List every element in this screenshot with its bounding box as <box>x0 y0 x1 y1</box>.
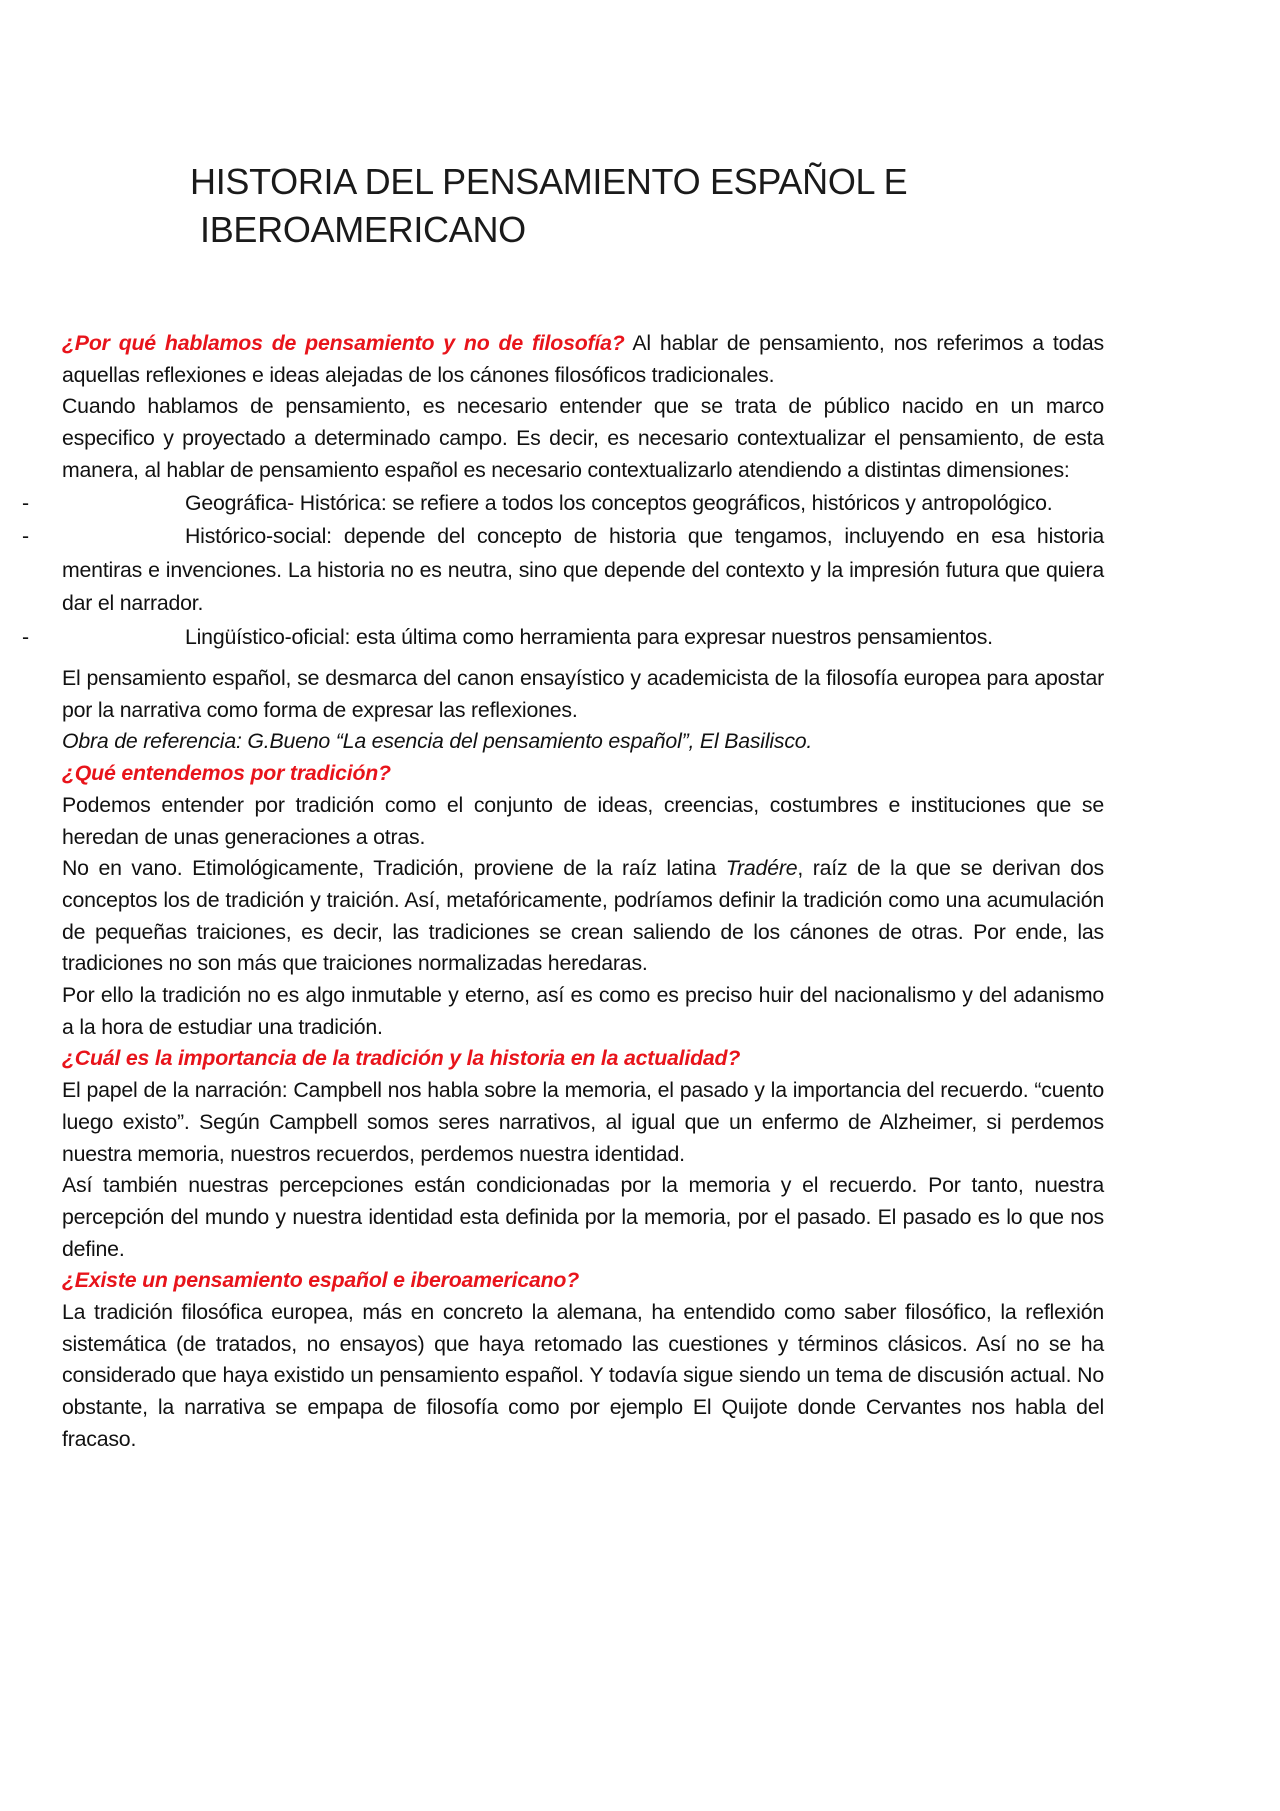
title-line-2: IBEROAMERICANO <box>200 209 526 250</box>
list-item <box>22 487 1104 521</box>
paragraph-narration: El papel de la narración: Campbell nos habla sobre la memoria, el pasado y la importancia del recuerdo. “cuento luego existo”. Según Campbell somos seres narrativos, al igual que un enfermo de Alzheimer, si perdemos nuestra memoria, nuestros recuerdos, perdemos nuestra identidad. <box>62 1078 1104 1166</box>
bullet-dash: - <box>22 490 29 515</box>
paragraph-european-tradition: La tradición filosófica europea, más en concreto la alemana, ha entendido como saber filosófico, la reflexión sistemática (de tratados, no ensayos) que haya retomado las cuestiones y términos clásicos. Así no se ha considerado que haya existido un pensamiento español. Y todavía sigue siendo un tema de discusión actual. No obstante, la narrativa se empapa de filosofía como por ejemplo El Quijote donde Cervantes nos habla del fracaso. <box>62 1300 1104 1451</box>
etymology-text-after: , raíz de la que se derivan dos conceptos los de tradición y traición. Así, metafóricamente, podríamos definir la tradición como una acumulación de pequeñas traiciones, es decir, las tradiciones se crean saliendo de los cánones de otras. Por ende, las tradiciones no son más que traiciones normalizadas heredaras. <box>62 856 1104 976</box>
paragraph-perceptions: Así también nuestras percepciones están condicionadas por la memoria y el recuerdo. Por tanto, nuestra percepción del mundo y nuestra identidad esta definida por la memoria, por el pasado. El pasado es lo que nos define. <box>62 1173 1104 1261</box>
list-item <box>22 621 1104 655</box>
reference-work: Obra de referencia: G.Bueno “La esencia del pensamiento español”, El Basilisco. <box>62 729 813 754</box>
question-answer-text: Al hablar de pensamiento, nos referimos a todas aquellas reflexiones e ideas alejadas de los cánones filosóficos tradicionales. <box>62 331 1104 387</box>
page-title <box>190 158 1090 254</box>
paragraph-gap <box>62 654 1104 663</box>
list-item-text: Geográfica- Histórica: se refiere a todos los conceptos geográficos, históricos y antropológico. <box>185 490 1053 515</box>
section-question: ¿Cuál es la importancia de la tradición y la historia en la actualidad? <box>62 1046 741 1071</box>
paragraph-intro-question <box>62 328 1104 391</box>
bullet-dash: - <box>22 624 29 649</box>
list-item-text: Histórico-social: depende del concepto de historia que tengamos, incluyendo en esa historia mentiras e invenciones. La historia no es neutra, sino que depende del contexto y la impresión futura que quiera dar el narrador. <box>62 524 1104 616</box>
latin-term: Tradére <box>725 856 798 881</box>
list-item-text: Lingüístico-oficial: esta última como herramienta para expresar nuestros pensamientos. <box>185 624 993 649</box>
section-question: ¿Existe un pensamiento español e iberoamericano? <box>62 1268 580 1293</box>
list-item <box>22 520 1104 621</box>
section-question: ¿Por qué hablamos de pensamiento y no de filosofía? <box>62 331 625 355</box>
document-body <box>22 328 1104 1456</box>
paragraph-spanish-thought: El pensamiento español, se desmarca del canon ensayístico y academicista de la filosofía europea para apostar por la narrativa como forma de expresar las reflexiones. <box>62 666 1104 722</box>
section-question: ¿Qué entendemos por tradición? <box>62 761 391 786</box>
paragraph-etymology <box>62 853 1104 980</box>
etymology-text-before: No en vano. Etimológicamente, Tradición, proviene de la raíz latina <box>62 856 726 881</box>
paragraph-context: Cuando hablamos de pensamiento, es necesario entender que se trata de público nacido en un marco especifico y proyectado a determinado campo. Es decir, es necesario contextualizar el pensamiento, de esta manera, al hablar de pensamiento español es necesario contextualizarlo atendiendo a distintas dimensiones: <box>62 394 1104 482</box>
title-line-1: HISTORIA DEL PENSAMIENTO ESPAÑOL E <box>190 161 908 202</box>
paragraph-tradition-not-immutable: Por ello la tradición no es algo inmutable y eterno, así es como es preciso huir del nacionalismo y del adanismo a la hora de estudiar una tradición. <box>62 983 1104 1039</box>
paragraph-tradition-definition: Podemos entender por tradición como el conjunto de ideas, creencias, costumbres e instituciones que se heredan de unas generaciones a otras. <box>62 792 1104 849</box>
bullet-dash: - <box>22 524 29 549</box>
